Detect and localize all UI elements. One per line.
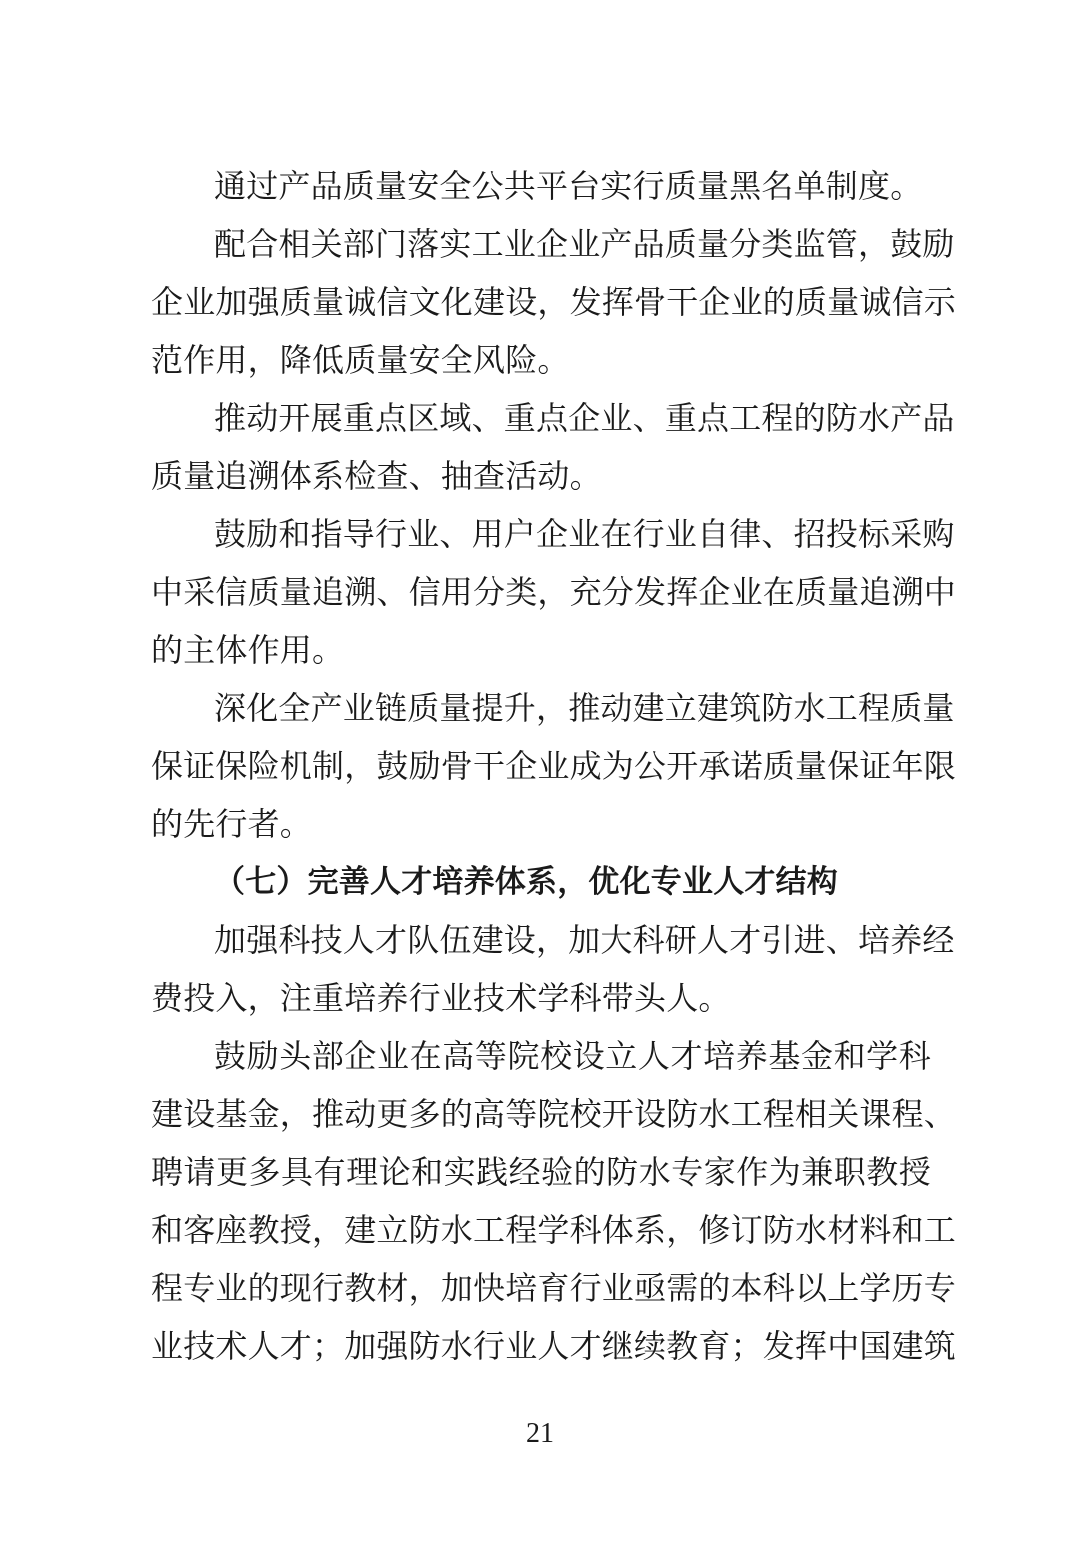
paragraph-line: 质量追溯体系检查、抽查活动。 [151,457,602,495]
paragraph-line: 配合相关部门落实工业企业产品质量分类监管，鼓励 [214,225,955,263]
paragraph-line: 的先行者。 [151,805,313,843]
section-heading: （七）完善人才培养体系，优化专业人才结构 [214,864,838,900]
paragraph-line: 深化全产业链质量提升，推动建立建筑防水工程质量 [214,689,955,727]
paragraph-line: 业技术人才；加强防水行业人才继续教育；发挥中国建筑 [151,1327,957,1365]
paragraph-line: 鼓励和指导行业、用户企业在行业自律、招投标采购 [214,515,955,553]
paragraph-line: 范作用，降低质量安全风险。 [151,341,570,379]
paragraph-line: 程专业的现行教材，加快培育行业亟需的本科以上学历专 [151,1269,957,1307]
paragraph-line: 费投入，注重培养行业技术学科带头人。 [151,979,731,1017]
paragraph-line: 通过产品质量安全公共平台实行质量黑名单制度。 [214,167,923,205]
paragraph-line: 保证保险机制，鼓励骨干企业成为公开承诺质量保证年限 [151,747,957,785]
paragraph-line: 加强科技人才队伍建设，加大科研人才引进、培养经 [214,921,955,959]
paragraph-line: 中采信质量追溯、信用分类，充分发挥企业在质量追溯中 [151,573,957,611]
paragraph-line: 建设基金，推动更多的高等院校开设防水工程相关课程、 [151,1095,957,1133]
paragraph-line: 和客座教授，建立防水工程学科体系，修订防水材料和工 [151,1211,957,1249]
paragraph-line: 鼓励头部企业在高等院校设立人才培养基金和学科 [214,1037,931,1075]
paragraph-line: 推动开展重点区域、重点企业、重点工程的防水产品 [214,399,955,437]
page-number: 21 [526,1418,554,1449]
paragraph-line: 企业加强质量诚信文化建设，发挥骨干企业的质量诚信示 [151,283,957,321]
document-body [151,157,957,1375]
paragraph-line: 的主体作用。 [151,631,345,669]
paragraph-line: 聘请更多具有理论和实践经验的防水专家作为兼职教授 [151,1153,931,1191]
